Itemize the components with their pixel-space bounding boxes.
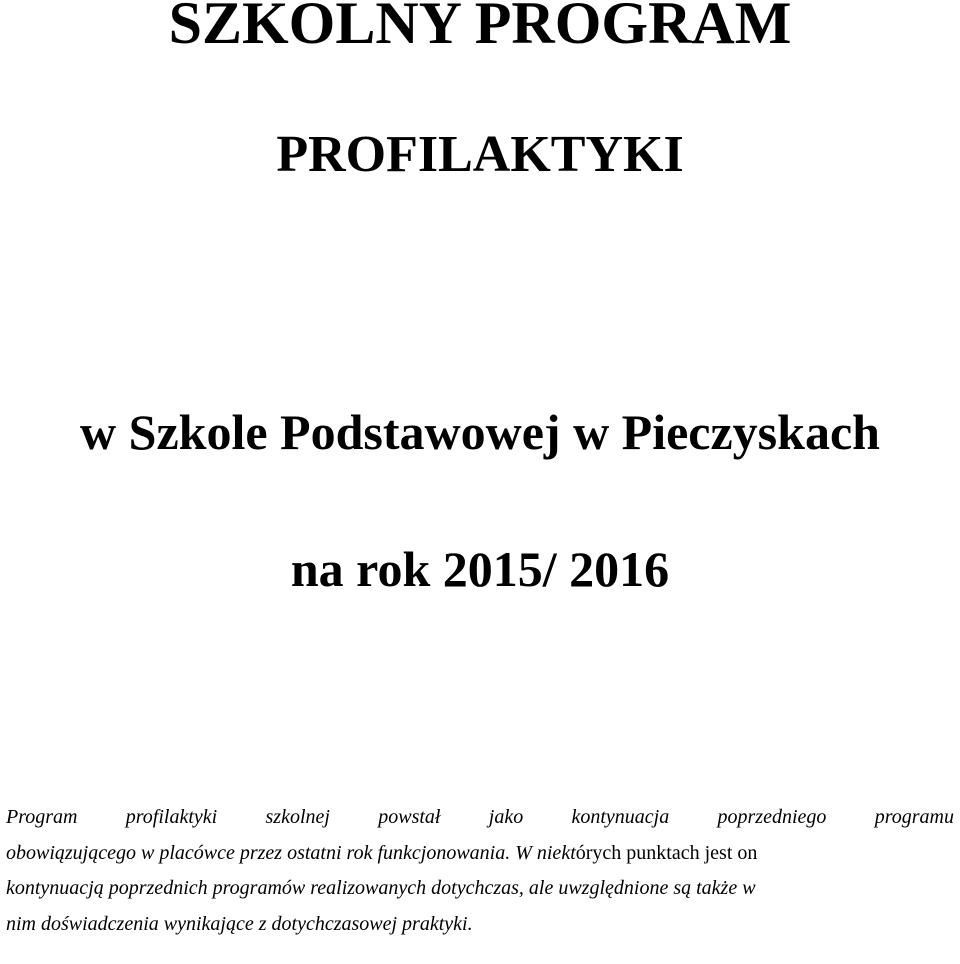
document-title-line1: SZKOLNY PROGRAM bbox=[168, 0, 792, 56]
intro-word: szkolnej bbox=[265, 806, 330, 828]
intro-line-4: nim doświadczenia wynikające z dotychczasowej praktyki. bbox=[6, 912, 473, 935]
intro-line-2-upright: órych punktach jest on bbox=[575, 841, 758, 864]
intro-line-2-italic: obowiązującego w placówce przez ostatni rok funkcjonowania. W niekt bbox=[6, 841, 576, 864]
intro-word: profilaktyki bbox=[125, 806, 218, 828]
intro-word: Program bbox=[6, 806, 78, 828]
intro-word: kontynuacja bbox=[571, 806, 670, 828]
intro-word: poprzedniego bbox=[717, 806, 827, 828]
school-name: w Szkole Podstawowej w Pieczyskach bbox=[80, 404, 880, 460]
intro-word: jako bbox=[488, 806, 524, 828]
intro-line-3: kontynuacją poprzednich programów realizowanych dotychczas, ale uwzględnione są także w bbox=[6, 877, 756, 899]
school-year: na rok 2015/ 2016 bbox=[290, 541, 670, 597]
intro-line-2 bbox=[6, 836, 954, 872]
intro-word: programu bbox=[874, 806, 954, 828]
document-title-line2: PROFILAKTYKI bbox=[276, 126, 684, 183]
intro-word: powstał bbox=[378, 806, 441, 828]
intro-line-1 bbox=[6, 800, 954, 836]
intro-paragraph bbox=[6, 800, 954, 942]
